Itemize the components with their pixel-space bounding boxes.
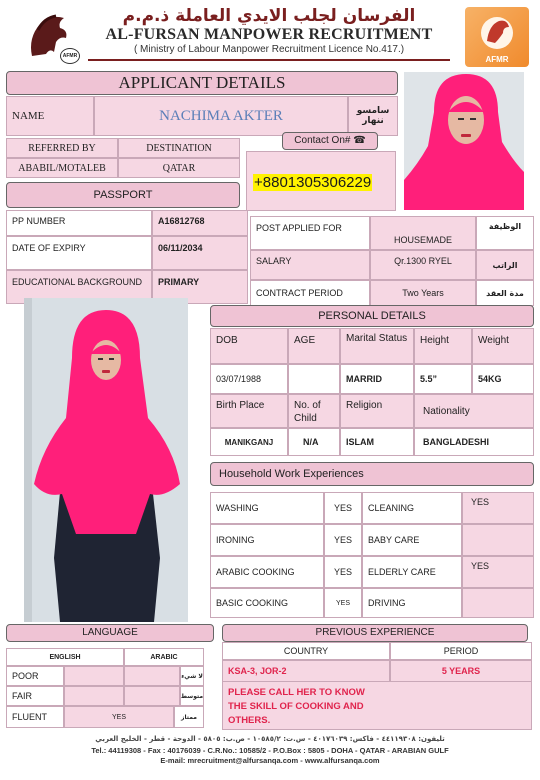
header-licence: ( Ministry of Labour Manpower Recruitment Licence No.417.) xyxy=(133,44,405,55)
lang-poor-english xyxy=(64,666,124,686)
height-value: 5.5” xyxy=(414,364,472,394)
birth-place-label: Birth Place xyxy=(210,394,288,428)
experience-note: PLEASE CALL HER TO KNOW THE SKILL OF COOKING AND OTHERS. xyxy=(228,687,365,726)
weight-value: 54KG xyxy=(472,364,534,394)
contact-box xyxy=(246,151,396,211)
child-label: No. of Child xyxy=(288,394,340,428)
lang-fair-arabic-label: متوسط xyxy=(180,686,204,706)
lang-poor-label: POOR xyxy=(6,666,64,686)
logo-left-badge: AFMR xyxy=(60,48,80,64)
age-label: AGE xyxy=(288,328,340,364)
lang-poor-arabic xyxy=(124,666,180,686)
language-arabic-col: ARABIC xyxy=(124,648,204,666)
footer-email: E-mail: mrecruitment@alfursanqa.com - www.alfursanqa.com xyxy=(160,756,380,765)
nationality-value: BANGLADESHI xyxy=(414,428,534,456)
footer-contact: Tel.: 44119308 - Fax : 40176039 - C.R.No.: 10585/2 - P.O.Box : 5805 - DOHA - QATAR - ARABIAN GULF xyxy=(91,746,449,755)
post-arabic: الوظيفة xyxy=(476,216,534,250)
experience-title: PREVIOUS EXPERIENCE xyxy=(222,624,528,642)
hw-arabic-cooking-label: ARABIC COOKING xyxy=(210,556,324,588)
height-label: Height xyxy=(414,328,472,364)
referred-by-value: ABABIL/MOTALEB xyxy=(6,158,118,178)
lang-poor-arabic-label: لا شيء xyxy=(180,666,204,686)
nationality-label: Nationality xyxy=(414,394,534,428)
experience-period-value: 5 YEARS xyxy=(390,660,532,682)
education-value: PRIMARY xyxy=(152,270,248,304)
post-label: POST APPLIED FOR xyxy=(250,216,370,250)
contact-label: Contact On# xyxy=(294,135,351,146)
hw-elderly-care-value: YES xyxy=(462,556,534,588)
footer-arabic: تليفون: ٤٤١١٩٣٠٨ - فاكس: ٤٠١٧٦٠٣٩ - س.ت: ١٠٥٨٥/٢ - ص.ب: ٥٨٠٥ - الدوحة - قطر - الخليج العربي xyxy=(95,735,445,743)
hw-babycare-value xyxy=(462,524,534,556)
experience-country-value: KSA-3, JOR-2 xyxy=(222,660,390,682)
salary-label: SALARY xyxy=(250,250,370,280)
contact-label-box xyxy=(282,132,378,150)
dob-value: 03/07/1988 xyxy=(210,364,288,394)
education-label: EDUCATIONAL BACKGROUND xyxy=(6,270,152,304)
referred-by-label: REFERRED BY xyxy=(6,138,118,158)
age-value xyxy=(288,364,340,394)
applicant-details-title: APPLICANT DETAILS xyxy=(6,71,398,95)
contract-label: CONTRACT PERIOD xyxy=(250,280,370,306)
applicant-full-photo xyxy=(24,298,188,622)
hw-ironing-value: YES xyxy=(324,524,362,556)
post-value: HOUSEMADE xyxy=(370,216,476,250)
household-title: Household Work Experiences xyxy=(210,462,534,486)
passport-title: PASSPORT xyxy=(6,182,240,208)
name-value: NACHIMA AKTER xyxy=(94,96,348,136)
logo-left xyxy=(20,8,82,68)
expiry-value: 06/11/2034 xyxy=(152,236,248,270)
hw-basic-cooking-value: YES xyxy=(324,588,362,618)
destination-label: DESTINATION xyxy=(118,138,240,158)
lang-fair-label: FAIR xyxy=(6,686,64,706)
lang-fair-english xyxy=(64,686,124,706)
lang-fluent-label: FLUENT xyxy=(6,706,64,728)
salary-arabic: الراتب xyxy=(476,250,534,280)
experience-period-col: PERIOD xyxy=(390,642,532,660)
header-company-name: AL-FURSAN MANPOWER RECRUITMENT xyxy=(105,26,433,43)
logo-right-text: AFMR xyxy=(485,55,509,64)
hw-driving-value xyxy=(462,588,534,618)
hw-driving-label: DRIVING xyxy=(362,588,462,618)
hw-arabic-cooking-value: YES xyxy=(324,556,362,588)
contract-value: Two Years xyxy=(370,280,476,306)
name-arabic: سامسو ننهار xyxy=(348,96,398,136)
header-arabic-name: الفرسان لجلب الايدي العاملة ذ.م.م xyxy=(122,6,416,26)
destination-value: QATAR xyxy=(118,158,240,178)
hw-basic-cooking-label: BASIC COOKING xyxy=(210,588,324,618)
hw-elderly-care-label: ELDERLY CARE xyxy=(362,556,462,588)
marital-value: MARRID xyxy=(340,364,414,394)
phone-icon: ☎ xyxy=(353,135,366,146)
weight-label: Weight xyxy=(472,328,534,364)
salary-value: Qr.1300 RYEL xyxy=(370,250,476,280)
hw-washing-value: YES xyxy=(324,492,362,524)
religion-label: Religion xyxy=(340,394,414,428)
hw-ironing-label: IRONING xyxy=(210,524,324,556)
hw-babycare-label: BABY CARE xyxy=(362,524,462,556)
lang-fluent-arabic-label: ممتاز xyxy=(174,706,204,728)
header-divider xyxy=(88,59,450,61)
hw-washing-label: WASHING xyxy=(210,492,324,524)
hw-cleaning-label: CLEANING xyxy=(362,492,462,524)
applicant-portrait xyxy=(404,72,524,210)
birth-place-value: MANIKGANJ xyxy=(210,428,288,456)
pp-number-label: PP NUMBER xyxy=(6,210,152,236)
lang-fair-arabic xyxy=(124,686,180,706)
marital-label: Marital Status xyxy=(340,328,414,364)
hw-cleaning-value: YES xyxy=(462,492,534,524)
logo-right xyxy=(465,7,529,67)
contract-arabic: مدة العقد xyxy=(476,280,534,306)
language-english-col: ENGLISH xyxy=(6,648,124,666)
pp-number-value: A16812768 xyxy=(152,210,248,236)
expiry-label: DATE OF EXPIRY xyxy=(6,236,152,270)
language-title: LANGUAGE xyxy=(6,624,214,642)
lang-fluent-english: YES xyxy=(64,706,174,728)
dob-label: DOB xyxy=(210,328,288,364)
name-label: NAME xyxy=(6,96,94,136)
contact-number[interactable]: +8801305306229 xyxy=(254,174,372,191)
experience-country-col: COUNTRY xyxy=(222,642,390,660)
child-value: N/A xyxy=(288,428,340,456)
personal-details-title: PERSONAL DETAILS xyxy=(210,305,534,327)
religion-value: ISLAM xyxy=(340,428,414,456)
